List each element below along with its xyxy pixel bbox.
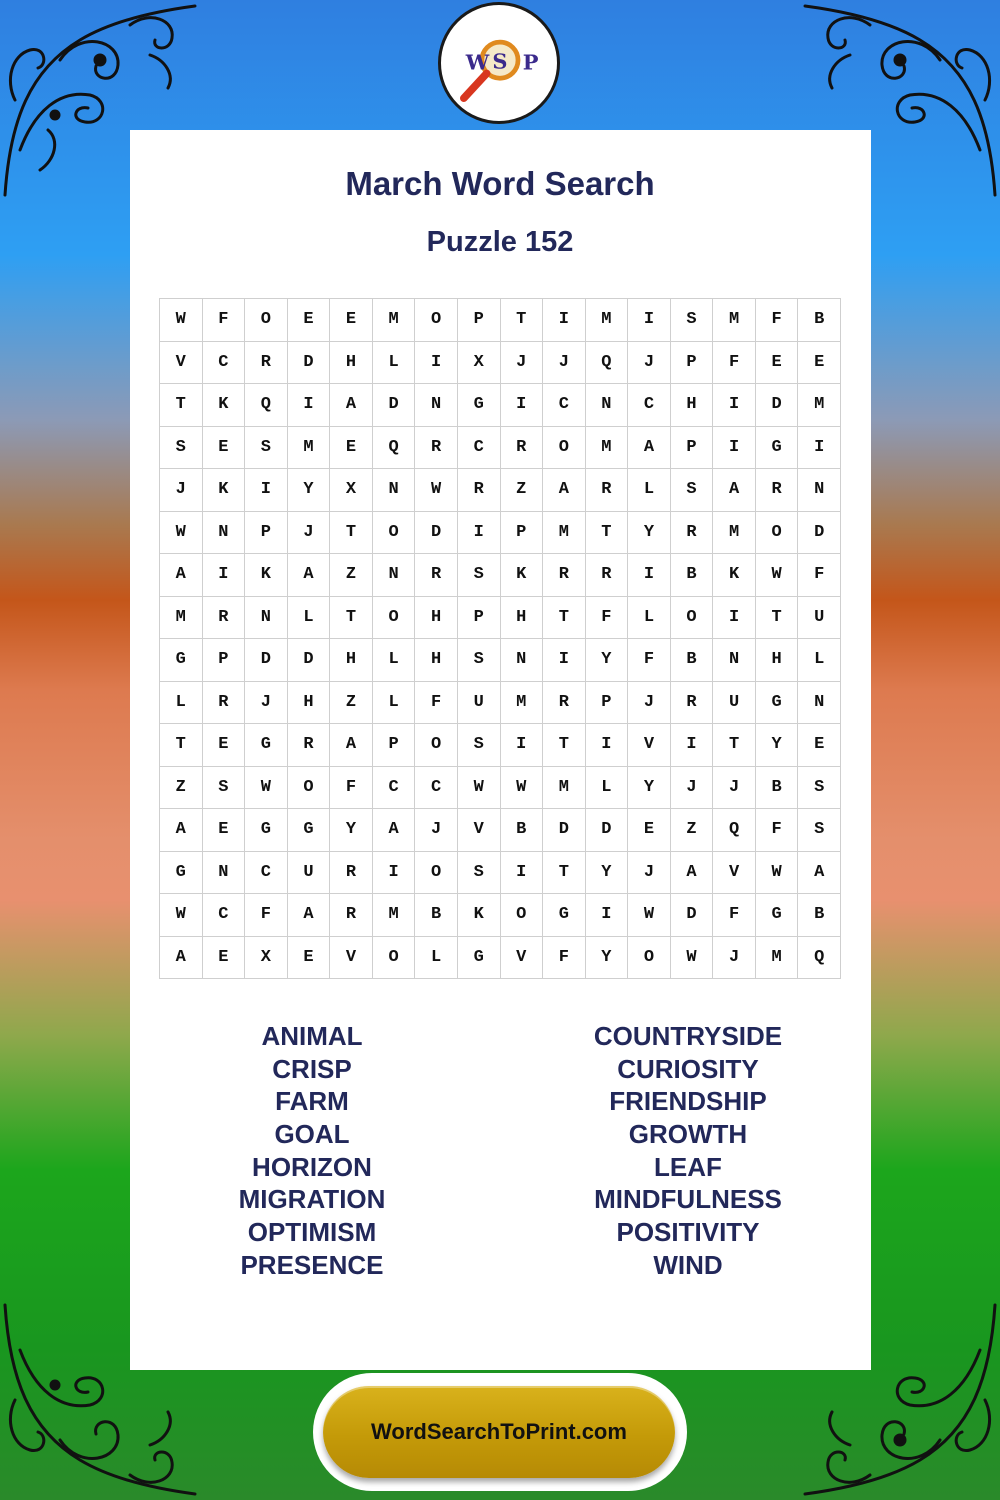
grid-cell[interactable]: K bbox=[713, 554, 756, 597]
grid-cell[interactable]: Z bbox=[671, 809, 714, 852]
grid-cell[interactable]: L bbox=[373, 342, 416, 385]
grid-cell[interactable]: M bbox=[373, 894, 416, 937]
grid-cell[interactable]: Z bbox=[330, 554, 373, 597]
grid-cell[interactable]: K bbox=[501, 554, 544, 597]
grid-cell[interactable]: O bbox=[543, 427, 586, 470]
grid-cell[interactable]: V bbox=[160, 342, 203, 385]
grid-cell[interactable]: Z bbox=[501, 469, 544, 512]
grid-cell[interactable]: A bbox=[288, 554, 331, 597]
grid-cell[interactable]: M bbox=[288, 427, 331, 470]
grid-cell[interactable]: I bbox=[543, 639, 586, 682]
grid-cell[interactable]: H bbox=[330, 639, 373, 682]
grid-cell[interactable]: R bbox=[415, 427, 458, 470]
grid-cell[interactable]: R bbox=[245, 342, 288, 385]
grid-cell[interactable]: Y bbox=[586, 937, 629, 980]
grid-cell[interactable]: C bbox=[543, 384, 586, 427]
grid-cell[interactable]: J bbox=[245, 682, 288, 725]
grid-cell[interactable]: A bbox=[628, 427, 671, 470]
grid-cell[interactable]: G bbox=[245, 724, 288, 767]
grid-cell[interactable]: T bbox=[160, 384, 203, 427]
word-list-item: OPTIMISM bbox=[247, 1217, 377, 1248]
grid-cell[interactable]: W bbox=[415, 469, 458, 512]
site-logo[interactable] bbox=[438, 2, 560, 124]
grid-cell[interactable]: F bbox=[756, 299, 799, 342]
grid-cell[interactable]: T bbox=[330, 597, 373, 640]
grid-cell[interactable]: N bbox=[203, 512, 246, 555]
grid-cell[interactable]: M bbox=[756, 937, 799, 980]
grid-cell[interactable]: Q bbox=[713, 809, 756, 852]
grid-cell[interactable]: E bbox=[798, 724, 841, 767]
grid-cell[interactable]: C bbox=[415, 767, 458, 810]
grid-cell[interactable]: B bbox=[671, 554, 714, 597]
grid-cell[interactable]: U bbox=[713, 682, 756, 725]
grid-cell[interactable]: I bbox=[501, 852, 544, 895]
grid-cell[interactable]: W bbox=[628, 894, 671, 937]
grid-cell[interactable]: S bbox=[798, 809, 841, 852]
grid-cell[interactable]: T bbox=[543, 597, 586, 640]
grid-cell[interactable]: O bbox=[245, 299, 288, 342]
word-list-item: WIND bbox=[653, 1249, 723, 1280]
grid-cell[interactable]: B bbox=[671, 639, 714, 682]
grid-cell[interactable]: A bbox=[160, 809, 203, 852]
grid-cell[interactable]: E bbox=[288, 937, 331, 980]
grid-cell[interactable]: L bbox=[160, 682, 203, 725]
grid-cell[interactable]: N bbox=[415, 384, 458, 427]
grid-cell[interactable]: R bbox=[543, 554, 586, 597]
grid-cell[interactable]: U bbox=[798, 597, 841, 640]
grid-cell[interactable]: M bbox=[501, 682, 544, 725]
word-list-item: FRIENDSHIP bbox=[609, 1086, 767, 1117]
grid-cell[interactable]: W bbox=[756, 554, 799, 597]
grid-cell[interactable]: D bbox=[756, 384, 799, 427]
grid-cell[interactable]: G bbox=[756, 427, 799, 470]
grid-cell[interactable]: H bbox=[501, 597, 544, 640]
grid-cell[interactable]: B bbox=[501, 809, 544, 852]
grid-cell[interactable]: N bbox=[501, 639, 544, 682]
grid-cell[interactable]: J bbox=[628, 852, 671, 895]
grid-cell[interactable]: N bbox=[203, 852, 246, 895]
grid-cell[interactable]: R bbox=[543, 682, 586, 725]
grid-cell[interactable]: R bbox=[330, 852, 373, 895]
grid-cell[interactable]: E bbox=[203, 724, 246, 767]
grid-cell[interactable]: L bbox=[798, 639, 841, 682]
grid-cell[interactable]: W bbox=[160, 894, 203, 937]
grid-cell[interactable]: U bbox=[288, 852, 331, 895]
grid-cell[interactable]: F bbox=[798, 554, 841, 597]
grid-cell[interactable]: G bbox=[458, 937, 501, 980]
grid-cell[interactable]: G bbox=[160, 639, 203, 682]
grid-cell[interactable]: O bbox=[373, 937, 416, 980]
grid-cell[interactable]: T bbox=[330, 512, 373, 555]
grid-cell[interactable]: O bbox=[415, 724, 458, 767]
grid-cell[interactable]: O bbox=[415, 299, 458, 342]
grid-cell[interactable]: G bbox=[458, 384, 501, 427]
grid-cell[interactable]: F bbox=[756, 809, 799, 852]
grid-cell[interactable]: X bbox=[458, 342, 501, 385]
grid-cell[interactable]: K bbox=[203, 384, 246, 427]
grid-cell[interactable]: J bbox=[713, 937, 756, 980]
grid-cell[interactable]: A bbox=[671, 852, 714, 895]
word-list-item: COUNTRYSIDE bbox=[593, 1021, 783, 1051]
word-list-item: ANIMAL bbox=[261, 1021, 363, 1051]
grid-cell[interactable]: K bbox=[458, 894, 501, 937]
grid-cell[interactable]: E bbox=[203, 809, 246, 852]
word-list-item: MINDFULNESS bbox=[594, 1184, 782, 1215]
grid-cell[interactable]: I bbox=[628, 299, 671, 342]
magnifier-icon bbox=[464, 73, 487, 98]
grid-cell[interactable]: I bbox=[501, 384, 544, 427]
grid-cell[interactable]: A bbox=[160, 554, 203, 597]
grid-cell[interactable]: D bbox=[798, 512, 841, 555]
grid-cell[interactable]: W bbox=[756, 852, 799, 895]
grid-cell[interactable]: J bbox=[415, 809, 458, 852]
grid-cell[interactable]: I bbox=[713, 384, 756, 427]
grid-cell[interactable]: R bbox=[288, 724, 331, 767]
grid-cell[interactable]: V bbox=[501, 937, 544, 980]
grid-cell[interactable]: P bbox=[586, 682, 629, 725]
grid-cell[interactable]: N bbox=[586, 384, 629, 427]
grid-cell[interactable]: P bbox=[458, 597, 501, 640]
grid-cell[interactable]: H bbox=[415, 639, 458, 682]
grid-cell[interactable]: L bbox=[586, 767, 629, 810]
grid-cell[interactable]: I bbox=[713, 597, 756, 640]
grid-cell[interactable]: S bbox=[203, 767, 246, 810]
grid-cell[interactable]: S bbox=[671, 469, 714, 512]
grid-cell[interactable]: X bbox=[245, 937, 288, 980]
word-list-item: POSITIVITY bbox=[616, 1217, 760, 1248]
grid-cell[interactable]: O bbox=[756, 512, 799, 555]
grid-cell[interactable]: A bbox=[330, 384, 373, 427]
site-button-frame bbox=[313, 1373, 687, 1491]
grid-cell[interactable]: M bbox=[373, 299, 416, 342]
grid-cell[interactable]: Y bbox=[628, 767, 671, 810]
grid-cell[interactable]: M bbox=[713, 512, 756, 555]
grid-cell[interactable]: O bbox=[288, 767, 331, 810]
grid-cell[interactable]: J bbox=[713, 767, 756, 810]
grid-cell[interactable]: C bbox=[203, 894, 246, 937]
word-list-item: CURIOSITY bbox=[617, 1053, 759, 1084]
grid-cell[interactable]: J bbox=[543, 342, 586, 385]
grid-cell[interactable]: P bbox=[671, 427, 714, 470]
grid-cell[interactable]: Y bbox=[628, 512, 671, 555]
grid-cell[interactable]: E bbox=[203, 427, 246, 470]
grid-cell[interactable]: S bbox=[458, 852, 501, 895]
grid-cell[interactable]: L bbox=[415, 937, 458, 980]
grid-cell[interactable]: I bbox=[288, 384, 331, 427]
grid-cell[interactable]: K bbox=[245, 554, 288, 597]
grid-cell[interactable]: D bbox=[288, 639, 331, 682]
grid-cell[interactable]: Z bbox=[330, 682, 373, 725]
grid-cell[interactable]: V bbox=[330, 937, 373, 980]
grid-cell[interactable]: P bbox=[671, 342, 714, 385]
grid-cell[interactable]: V bbox=[628, 724, 671, 767]
grid-cell[interactable]: R bbox=[671, 682, 714, 725]
grid-cell[interactable]: L bbox=[373, 682, 416, 725]
grid-cell[interactable]: Y bbox=[586, 639, 629, 682]
grid-cell[interactable]: D bbox=[245, 639, 288, 682]
grid-cell[interactable]: W bbox=[160, 512, 203, 555]
grid-cell[interactable]: D bbox=[671, 894, 714, 937]
grid-cell[interactable]: D bbox=[288, 342, 331, 385]
grid-cell[interactable]: Q bbox=[373, 427, 416, 470]
grid-cell[interactable]: V bbox=[458, 809, 501, 852]
grid-cell[interactable]: M bbox=[586, 427, 629, 470]
grid-cell[interactable]: L bbox=[373, 639, 416, 682]
grid-cell[interactable]: R bbox=[586, 469, 629, 512]
grid-cell[interactable]: I bbox=[245, 469, 288, 512]
grid-cell[interactable]: T bbox=[501, 299, 544, 342]
puzzle-number: Puzzle 152 bbox=[426, 226, 574, 258]
grid-cell[interactable]: I bbox=[671, 724, 714, 767]
grid-cell[interactable]: Q bbox=[798, 937, 841, 980]
grid-cell[interactable]: B bbox=[798, 894, 841, 937]
grid-cell[interactable]: N bbox=[798, 469, 841, 512]
grid-cell[interactable]: C bbox=[373, 767, 416, 810]
word-list-item: HORIZON bbox=[252, 1151, 372, 1182]
logo-letter-p: P bbox=[522, 49, 539, 75]
grid-cell[interactable]: E bbox=[628, 809, 671, 852]
word-list-item: GOAL bbox=[274, 1119, 350, 1150]
grid-cell[interactable]: F bbox=[628, 639, 671, 682]
grid-cell[interactable]: F bbox=[713, 342, 756, 385]
grid-cell[interactable]: A bbox=[288, 894, 331, 937]
grid-cell[interactable]: R bbox=[203, 682, 246, 725]
logo-letter-w: W bbox=[465, 49, 490, 75]
grid-cell[interactable]: E bbox=[203, 937, 246, 980]
grid-cell[interactable]: H bbox=[288, 682, 331, 725]
grid-cell[interactable]: O bbox=[628, 937, 671, 980]
grid-cell[interactable]: L bbox=[628, 469, 671, 512]
grid-cell[interactable]: G bbox=[756, 682, 799, 725]
grid-cell[interactable]: A bbox=[543, 469, 586, 512]
grid-cell[interactable]: O bbox=[501, 894, 544, 937]
grid-cell[interactable]: H bbox=[756, 639, 799, 682]
grid-cell[interactable]: E bbox=[756, 342, 799, 385]
grid-cell[interactable]: S bbox=[245, 427, 288, 470]
grid-cell[interactable]: J bbox=[671, 767, 714, 810]
grid-cell[interactable]: K bbox=[203, 469, 246, 512]
grid-cell[interactable]: J bbox=[628, 342, 671, 385]
grid-cell[interactable]: I bbox=[586, 724, 629, 767]
grid-cell[interactable]: E bbox=[798, 342, 841, 385]
grid-cell[interactable]: S bbox=[458, 554, 501, 597]
grid-cell[interactable]: I bbox=[501, 724, 544, 767]
grid-cell[interactable]: T bbox=[756, 597, 799, 640]
grid-cell[interactable]: E bbox=[330, 427, 373, 470]
grid-cell[interactable]: R bbox=[671, 512, 714, 555]
word-list-item: CRISP bbox=[272, 1053, 352, 1084]
grid-cell[interactable]: X bbox=[330, 469, 373, 512]
grid-cell[interactable]: N bbox=[798, 682, 841, 725]
grid-cell[interactable]: W bbox=[671, 937, 714, 980]
grid-cell[interactable]: D bbox=[415, 512, 458, 555]
grid-cell[interactable]: H bbox=[330, 342, 373, 385]
letter-grid[interactable] bbox=[159, 298, 841, 979]
grid-cell[interactable]: O bbox=[373, 597, 416, 640]
grid-cell[interactable]: H bbox=[671, 384, 714, 427]
grid-cell[interactable]: I bbox=[713, 427, 756, 470]
grid-cell[interactable]: O bbox=[671, 597, 714, 640]
grid-cell[interactable]: S bbox=[458, 724, 501, 767]
grid-cell[interactable]: I bbox=[203, 554, 246, 597]
grid-cell[interactable]: R bbox=[501, 427, 544, 470]
grid-cell[interactable]: A bbox=[330, 724, 373, 767]
grid-cell[interactable]: I bbox=[798, 427, 841, 470]
grid-cell[interactable]: G bbox=[245, 809, 288, 852]
grid-cell[interactable]: M bbox=[160, 597, 203, 640]
grid-cell[interactable]: J bbox=[288, 512, 331, 555]
grid-cell[interactable]: J bbox=[160, 469, 203, 512]
grid-cell[interactable]: S bbox=[671, 299, 714, 342]
grid-cell[interactable]: C bbox=[245, 852, 288, 895]
grid-cell[interactable]: T bbox=[586, 512, 629, 555]
word-list-item: LEAF bbox=[654, 1151, 722, 1182]
grid-cell[interactable]: G bbox=[543, 894, 586, 937]
grid-cell[interactable]: P bbox=[203, 639, 246, 682]
grid-cell[interactable]: A bbox=[798, 852, 841, 895]
grid-cell[interactable]: D bbox=[373, 384, 416, 427]
grid-cell[interactable]: G bbox=[160, 852, 203, 895]
grid-cell[interactable]: B bbox=[415, 894, 458, 937]
grid-cell[interactable]: C bbox=[458, 427, 501, 470]
grid-cell[interactable]: J bbox=[501, 342, 544, 385]
grid-cell[interactable]: S bbox=[458, 639, 501, 682]
grid-cell[interactable]: O bbox=[415, 852, 458, 895]
grid-cell[interactable]: I bbox=[415, 342, 458, 385]
grid-cell[interactable]: S bbox=[160, 427, 203, 470]
grid-cell[interactable]: J bbox=[628, 682, 671, 725]
grid-cell[interactable]: A bbox=[713, 469, 756, 512]
word-list-item: FARM bbox=[275, 1086, 349, 1117]
grid-cell[interactable]: L bbox=[288, 597, 331, 640]
grid-cell[interactable]: F bbox=[330, 767, 373, 810]
grid-cell[interactable]: Q bbox=[245, 384, 288, 427]
grid-cell[interactable]: W bbox=[245, 767, 288, 810]
grid-cell[interactable]: E bbox=[288, 299, 331, 342]
grid-cell[interactable]: A bbox=[373, 809, 416, 852]
grid-cell[interactable]: R bbox=[203, 597, 246, 640]
site-link-button[interactable]: WordSearchToPrint.com bbox=[323, 1386, 675, 1478]
grid-cell[interactable]: H bbox=[415, 597, 458, 640]
grid-cell[interactable]: R bbox=[756, 469, 799, 512]
grid-cell[interactable]: I bbox=[543, 299, 586, 342]
grid-cell[interactable]: N bbox=[373, 469, 416, 512]
grid-cell[interactable]: W bbox=[501, 767, 544, 810]
grid-cell[interactable]: R bbox=[415, 554, 458, 597]
grid-cell[interactable]: R bbox=[586, 554, 629, 597]
grid-cell[interactable]: I bbox=[373, 852, 416, 895]
word-list-item: MIGRATION bbox=[238, 1184, 386, 1215]
grid-cell[interactable]: D bbox=[586, 809, 629, 852]
grid-cell[interactable]: F bbox=[543, 937, 586, 980]
word-list-item: GROWTH bbox=[628, 1119, 748, 1150]
grid-cell[interactable]: P bbox=[373, 724, 416, 767]
grid-cell[interactable]: M bbox=[713, 299, 756, 342]
grid-cell[interactable]: Y bbox=[586, 852, 629, 895]
grid-cell[interactable]: M bbox=[798, 384, 841, 427]
grid-cell[interactable]: B bbox=[756, 767, 799, 810]
grid-cell[interactable]: S bbox=[798, 767, 841, 810]
grid-cell[interactable]: P bbox=[458, 299, 501, 342]
grid-cell[interactable]: L bbox=[628, 597, 671, 640]
grid-cell[interactable]: I bbox=[628, 554, 671, 597]
grid-cell[interactable]: P bbox=[245, 512, 288, 555]
word-list-item: PRESENCE bbox=[240, 1249, 384, 1280]
grid-cell[interactable]: M bbox=[543, 512, 586, 555]
grid-cell[interactable]: G bbox=[756, 894, 799, 937]
grid-cell[interactable]: P bbox=[501, 512, 544, 555]
grid-cell[interactable]: Y bbox=[288, 469, 331, 512]
grid-cell[interactable]: O bbox=[373, 512, 416, 555]
grid-cell[interactable]: T bbox=[160, 724, 203, 767]
grid-cell[interactable]: Q bbox=[586, 342, 629, 385]
grid-cell[interactable]: G bbox=[288, 809, 331, 852]
grid-cell[interactable]: N bbox=[245, 597, 288, 640]
grid-cell[interactable]: Z bbox=[160, 767, 203, 810]
grid-cell[interactable]: T bbox=[713, 724, 756, 767]
grid-cell[interactable]: R bbox=[330, 894, 373, 937]
grid-cell[interactable]: M bbox=[586, 299, 629, 342]
grid-cell[interactable]: F bbox=[203, 299, 246, 342]
grid-cell[interactable]: F bbox=[713, 894, 756, 937]
grid-cell[interactable]: U bbox=[458, 682, 501, 725]
grid-cell[interactable]: I bbox=[458, 512, 501, 555]
grid-cell[interactable]: Y bbox=[756, 724, 799, 767]
grid-cell[interactable]: W bbox=[160, 299, 203, 342]
grid-cell[interactable]: D bbox=[543, 809, 586, 852]
grid-cell[interactable]: N bbox=[713, 639, 756, 682]
page-title: March Word Search bbox=[345, 165, 655, 202]
grid-cell[interactable]: B bbox=[798, 299, 841, 342]
grid-cell[interactable]: T bbox=[543, 852, 586, 895]
grid-cell[interactable]: W bbox=[458, 767, 501, 810]
grid-cell[interactable]: A bbox=[160, 937, 203, 980]
grid-cell[interactable]: E bbox=[330, 299, 373, 342]
grid-cell[interactable]: M bbox=[543, 767, 586, 810]
grid-cell[interactable]: C bbox=[628, 384, 671, 427]
grid-cell[interactable]: T bbox=[543, 724, 586, 767]
grid-cell[interactable]: F bbox=[245, 894, 288, 937]
grid-cell[interactable]: F bbox=[586, 597, 629, 640]
grid-cell[interactable]: N bbox=[373, 554, 416, 597]
grid-cell[interactable]: I bbox=[586, 894, 629, 937]
grid-cell[interactable]: V bbox=[713, 852, 756, 895]
logo-letter-s: S bbox=[492, 48, 508, 74]
grid-cell[interactable]: F bbox=[415, 682, 458, 725]
grid-cell[interactable]: Y bbox=[330, 809, 373, 852]
grid-cell[interactable]: C bbox=[203, 342, 246, 385]
grid-cell[interactable]: R bbox=[458, 469, 501, 512]
